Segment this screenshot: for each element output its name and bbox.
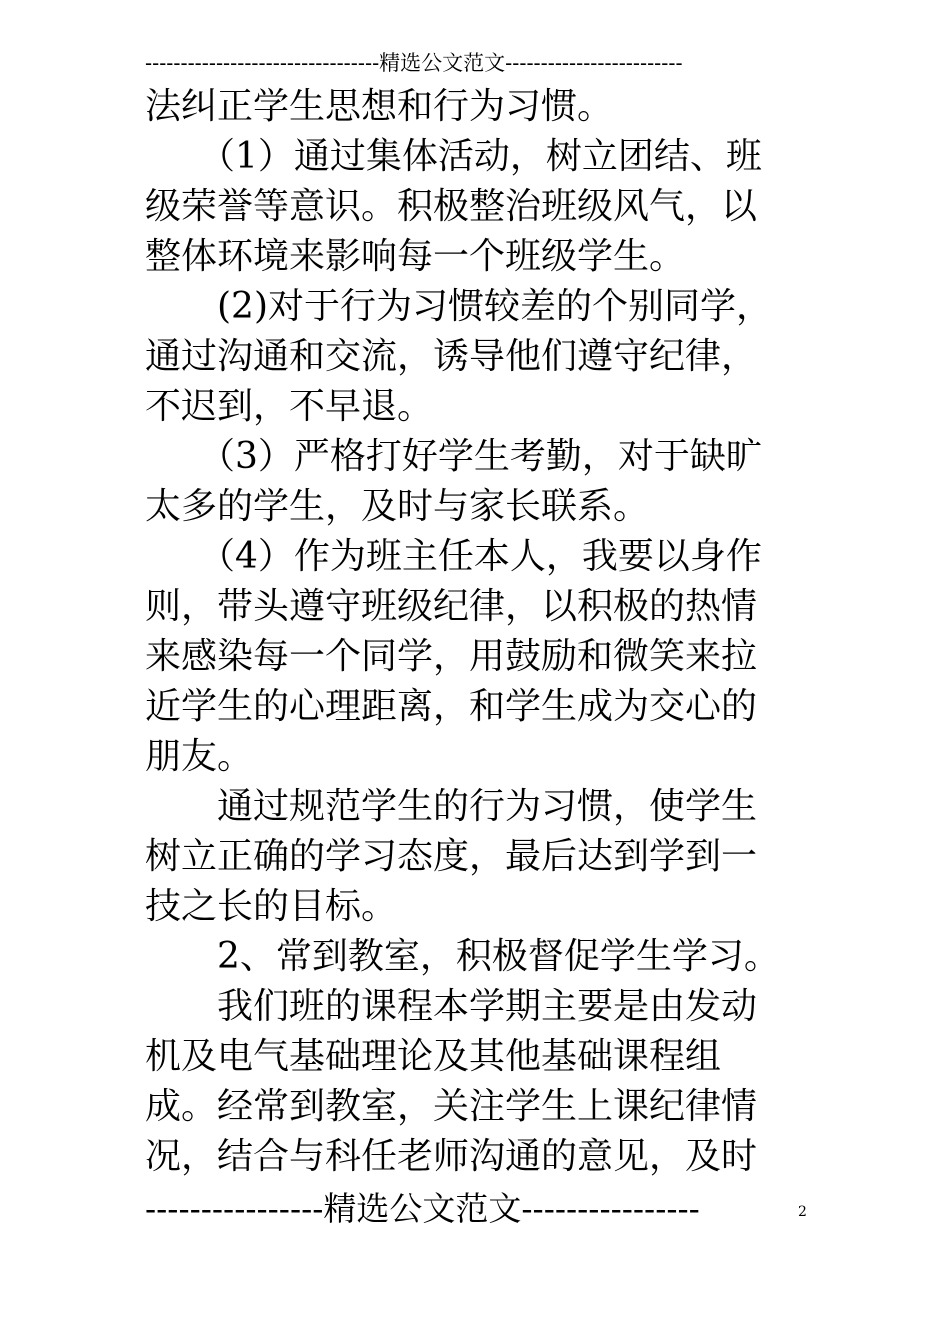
body-line: 近学生的心理距离，和学生成为交心的 <box>145 686 758 727</box>
body-line: （1）通过集体活动，树立团结、班 <box>145 136 762 177</box>
body-line: 则，带头遵守班级纪律，以积极的热情 <box>145 586 758 627</box>
body-line: 树立正确的学习态度，最后达到学到一 <box>145 836 758 877</box>
body-line: (2)对于行为习惯较差的个别同学， <box>145 286 772 327</box>
body-line: （4）作为班主任本人，我要以身作 <box>145 536 762 577</box>
body-line: 法纠正学生思想和行为习惯。 <box>145 86 614 127</box>
page-footer: ----------------精选公文范文---------------- <box>145 1189 700 1228</box>
body-line: 我们班的课程本学期主要是由发动 <box>145 986 758 1027</box>
body-line: 通过规范学生的行为习惯，使学生 <box>145 786 758 827</box>
body-line: 不迟到，不早退。 <box>145 386 434 427</box>
body-line: 朋友。 <box>145 736 254 777</box>
body-line: 况，结合与科任老师沟通的意见，及时 <box>145 1136 758 1177</box>
body-line: 整体环境来影响每一个班级学生。 <box>145 236 686 277</box>
page-number: 2 <box>798 1204 807 1220</box>
body-line: 通过沟通和交流，诱导他们遵守纪律， <box>145 336 758 377</box>
body-line: 技之长的目标。 <box>145 886 398 927</box>
body-line: 机及电气基础理论及其他基础课程组 <box>145 1036 722 1077</box>
body-line: 太多的学生，及时与家长联系。 <box>145 486 650 527</box>
body-line: 来感染每一个同学，用鼓励和微笑来拉 <box>145 636 758 677</box>
page-header: ---------------------------------精选公文范文------------------------- <box>145 51 683 75</box>
body-line: 级荣誉等意识。积极整治班级风气，以 <box>145 186 758 227</box>
body-line: 2、常到教室，积极督促学生学习。 <box>145 936 780 977</box>
body-line: （3）严格打好学生考勤，对于缺旷 <box>145 436 762 477</box>
body-line: 成。经常到教室，关注学生上课纪律情 <box>145 1086 758 1127</box>
